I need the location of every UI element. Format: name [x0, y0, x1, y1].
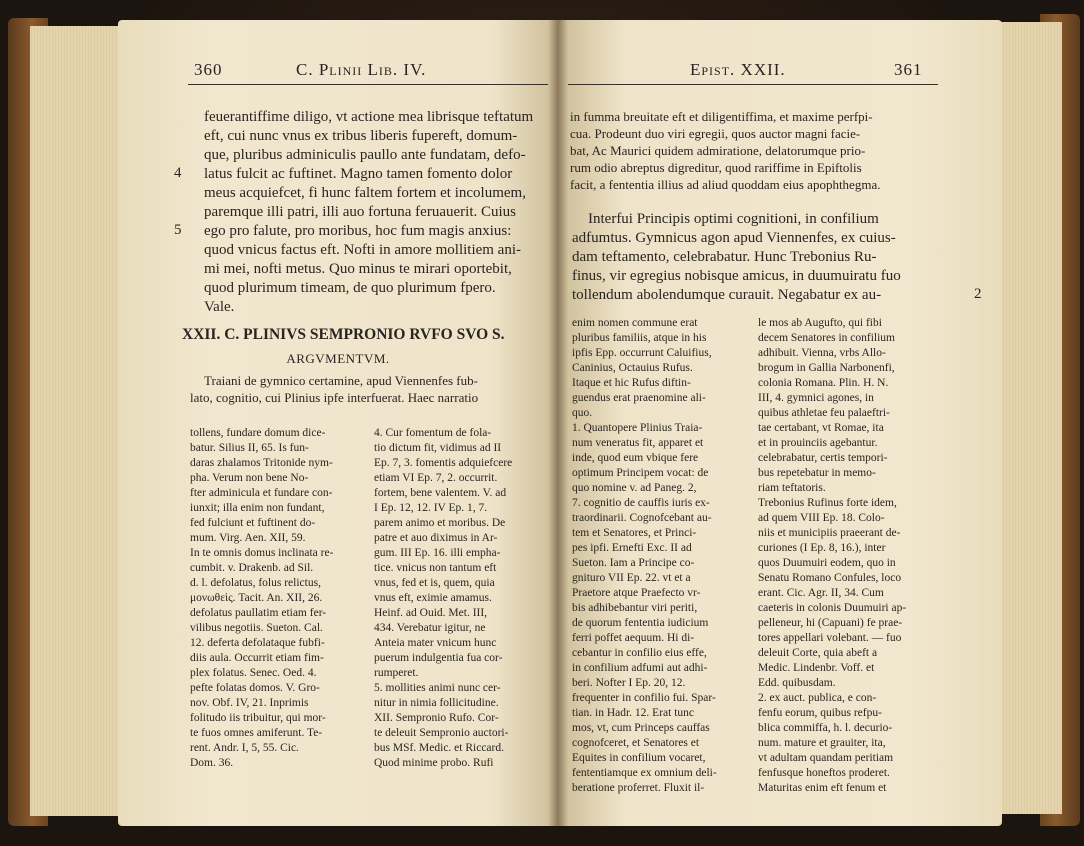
note-line: vnus, fed et is, quem, quia: [374, 577, 495, 589]
letter-heading: XXII. C. PLINIVS SEMPRONIO RVFO SVO S.: [182, 326, 505, 343]
letter-line: quod vnicus factus eft. Nofti in amore mollitiem ani-: [204, 242, 522, 258]
note-line: Caninius, Octauius Rufus.: [572, 362, 693, 374]
letter-line: tollendum abolendumque curauit. Negabatur ex au-: [572, 287, 882, 303]
note-line: tae certabant, vt Romae, ita: [758, 422, 884, 434]
note-line: nitur in nimia follicitudine.: [374, 697, 499, 709]
note-line: d. l. defolatus, folus relictus,: [190, 577, 321, 589]
note-line: bus MSf. Medic. et Riccard.: [374, 742, 504, 754]
argument-heading: ARGVMENTVM.: [286, 351, 390, 366]
note-line: te deleuit Sempronio auctori-: [374, 727, 509, 739]
note-line: Dom. 36.: [190, 757, 234, 769]
margin-number: 4: [174, 165, 182, 181]
note-line: quos Duumuiri eodem, quo in: [758, 557, 896, 569]
letter-line: quod plurimum timeam, de quo plurimum fpero.: [204, 280, 496, 296]
argument-line: in fumma breuitate eft et diligentiffima, et maxime perfpi-: [570, 109, 873, 124]
note-line: parem animo et moribus. De: [374, 517, 506, 529]
note-line: In te omnis domus inclinata re-: [190, 547, 334, 559]
note-line: mum. Virg. Aen. XII, 59.: [190, 532, 306, 544]
note-line: Quod minime probo. Rufi: [374, 757, 494, 769]
note-line: celebrabatur, certis tempori-: [758, 452, 888, 464]
note-line: fortem, bene valentem. V. ad: [374, 487, 507, 499]
letter-line: meus acquiefcet, fi hunc faltem fortem et incolumem,: [204, 185, 526, 201]
note-line: colonia Romana. Plin. H. N.: [758, 377, 889, 389]
note-line: beratione proferret. Fluxit il-: [572, 782, 705, 794]
note-line: mos, vt, cum Princeps cauffas: [572, 722, 710, 734]
letter-line: paremque illi patri, illi auo fortuna feruauerit. Cuius: [204, 204, 516, 220]
note-line: num veneratus fit, apparet et: [572, 437, 704, 449]
left-page-number: 360: [194, 60, 223, 79]
note-line: pha. Verum non bene No-: [190, 472, 309, 484]
right-page: [558, 20, 1002, 826]
note-line: bus repetebatur in memo-: [758, 467, 876, 479]
note-line: daras zhalamos Tritonide nym-: [190, 457, 333, 469]
note-line: Trebonius Rufinus forte idem,: [758, 497, 897, 509]
left-page: [118, 20, 558, 826]
note-line: bis adhibebantur viri periti,: [572, 602, 698, 614]
note-line: guendus erat praenomine ali-: [572, 392, 706, 404]
note-line: 434. Verebatur igitur, ne: [374, 622, 486, 634]
note-line: tem et Senatores, et Princi-: [572, 527, 697, 539]
note-line: 4. Cur fomentum de fola-: [374, 427, 492, 439]
argument-line: facit, a fententia illius ad aliud quoddam eius apophthegma.: [570, 177, 881, 192]
note-line: et in prouinciis agebantur.: [758, 437, 878, 449]
note-line: puerum indulgentia fua cor-: [374, 652, 503, 664]
note-line: gum. III Ep. 16. illi empha-: [374, 547, 501, 559]
argument-line: rum odio abreptus digreditur, quod rariffime in Epiftolis: [570, 160, 862, 175]
note-line: adhibuit. Vienna, vrbs Allo-: [758, 347, 886, 359]
note-line: brogum in Gallia Narbonenfi,: [758, 362, 895, 374]
letter-line: latus fulcit ac fuftinet. Magno tamen fomento dolor: [204, 166, 513, 182]
note-line: Medic. Lindenbr. Voff. et: [758, 662, 875, 674]
letter-line: dam teftamento, celebrabatur. Hunc Trebonius Ru-: [572, 249, 877, 265]
note-line: pes ipfi. Ernefti Exc. II ad: [572, 542, 692, 554]
letter-line: Vale.: [204, 299, 235, 315]
note-line: iunxit; illa enim non fundant,: [190, 502, 325, 514]
note-line: defolatus paullatim etiam fer-: [190, 607, 327, 619]
note-line: quo nomine v. ad Paneg. 2,: [572, 482, 697, 494]
argument-line: cua. Prodeunt duo viri egregii, quos auctor magni facie-: [570, 126, 861, 141]
note-line: erant. Cic. Agr. II, 34. Cum: [758, 587, 884, 599]
page-edges-left: [30, 26, 122, 816]
letter-line: feuerantiffime diligo, vt actione mea librisque teftatum: [204, 109, 534, 125]
argument-line: lato, cognitio, cui Plinius ipfe interfuerat. Haec narratio: [190, 390, 479, 405]
note-line: etiam VI Ep. 7, 2. occurrit.: [374, 472, 498, 484]
note-line: pelleneur, hi (Capuani) fe prae-: [758, 617, 903, 629]
note-line: blica commiffa, h. l. decurio-: [758, 722, 893, 734]
left-head-rule: [188, 84, 548, 85]
note-line: III, 4. gymnici agones, in: [758, 392, 874, 404]
note-line: Ep. 7, 3. fomentis adquiefcere: [374, 457, 513, 469]
note-line: XII. Sempronio Rufo. Cor-: [374, 712, 499, 724]
right-running-head: Epist. XXII.: [690, 60, 786, 79]
note-line: ad quem VIII Ep. 18. Colo-: [758, 512, 885, 524]
letter-line: eft, cui nunc vnus ex tribus liberis fupereft, domum-: [204, 128, 518, 144]
note-line: plex folatus. Senec. Oed. 4.: [190, 667, 317, 679]
book-gutter: [548, 20, 568, 826]
note-line: enim nomen commune erat: [572, 317, 698, 329]
note-line: Senatu Romano Confules, loco: [758, 572, 902, 584]
note-line: Praetore atque Praefecto vr-: [572, 587, 701, 599]
letter-line: finus, vir egregius nobisque amicus, in duumuiratu fuo: [572, 268, 901, 284]
note-line: fenfu eorum, quibus refpu-: [758, 707, 882, 719]
note-line: tio dictum fit, vidimus ad II: [374, 442, 502, 454]
note-line: le mos ab Augufto, qui fibi: [758, 317, 882, 329]
note-line: fter adminicula et fundare con-: [190, 487, 333, 499]
note-line: Maturitas enim eft fenum et: [758, 782, 887, 794]
note-line: tores appellari volebant. — fuo: [758, 632, 902, 644]
note-line: te fuos omnes amiferunt. Te-: [190, 727, 323, 739]
letter-line: ego pro falute, pro moribus, hoc fum magis anxius:: [204, 223, 512, 239]
note-line: num. mature et grauiter, ita,: [758, 737, 886, 749]
note-line: Itaque et hic Rufus diftin-: [572, 377, 691, 389]
note-line: cumbit. v. Drakenb. ad Sil.: [190, 562, 314, 574]
note-line: Sueton. Iam a Principe co-: [572, 557, 695, 569]
note-line: nov. Obf. IV, 21. Inprimis: [190, 697, 309, 709]
note-line: vilibus negotiis. Sueton. Cal.: [190, 622, 323, 634]
note-line: beri. Nofter I Ep. 20, 12.: [572, 677, 686, 689]
note-line: I Ep. 12, 12. IV Ep. 1, 7.: [374, 502, 488, 514]
note-line: vt adultam quandam peritiam: [758, 752, 894, 764]
note-line: 7. cognitio de cauffis iuris ex-: [572, 497, 710, 509]
margin-number: 2: [974, 286, 982, 302]
note-line: batur. Silius II, 65. Is fun-: [190, 442, 309, 454]
margin-number: 5: [174, 222, 182, 238]
note-line: in confilium adfumi aut adhi-: [572, 662, 708, 674]
note-line: quibus athletae feu palaeftri-: [758, 407, 890, 419]
note-line: fed fulciunt et fuftinent do-: [190, 517, 316, 529]
note-line: riam teftatoris.: [758, 482, 826, 494]
note-line: ipfis Epp. occurrunt Caluifius,: [572, 347, 712, 359]
note-line: pluribus familiis, atque in his: [572, 332, 707, 344]
note-line: ferri poffet aequum. Hi di-: [572, 632, 695, 644]
note-line: Anteia mater vnicum hunc: [374, 637, 497, 649]
note-line: vnus eft, eximie amamus.: [374, 592, 492, 604]
letter-line: adfumtus. Gymnicus agon apud Viennenfes, ex cuius-: [572, 230, 896, 246]
note-line: decem Senatores in confilium: [758, 332, 896, 344]
note-line: tice. vnicus non tantum eft: [374, 562, 497, 574]
note-line: quo.: [572, 407, 593, 419]
note-line: de quorum fententia iudicium: [572, 617, 709, 629]
note-line: tian. in Hadr. 12. Erat tunc: [572, 707, 694, 719]
argument-line: Traiani de gymnico certamine, apud Viennenfes fub-: [204, 373, 478, 388]
note-line: rent. Andr. I, 5, 55. Cic.: [190, 742, 299, 754]
note-line: Heinf. ad Ouid. Met. III,: [374, 607, 488, 619]
note-line: Edd. quibusdam.: [758, 677, 836, 689]
note-line: diis aula. Occurrit etiam fim-: [190, 652, 324, 664]
note-line: rumperet.: [374, 667, 419, 679]
note-line: curiones (I Ep. 8, 16.), inter: [758, 542, 886, 554]
note-line: folitudo iis tribuitur, qui mor-: [190, 712, 326, 724]
left-running-head: C. Plinii Lib. IV.: [296, 60, 427, 79]
note-line: Equites in confilium vocaret,: [572, 752, 706, 764]
note-line: patre et auo diximus in Ar-: [374, 532, 498, 544]
note-line: pefte folatas domos. V. Gro-: [190, 682, 320, 694]
note-line: frequenter in confilio fui. Spar-: [572, 692, 716, 704]
note-line: niis et municipiis praeerant de-: [758, 527, 901, 539]
right-page-number: 361: [894, 60, 923, 79]
note-line: fenfusque honeftos proderet.: [758, 767, 890, 779]
note-line: μονωθεὶς. Tacit. An. XII, 26.: [190, 592, 323, 604]
note-line: cognofceret, et Senatores et: [572, 737, 700, 749]
argument-line: bat, Ac Maurici quidem admiratione, delatorumque prio-: [570, 143, 866, 158]
note-line: caeteris in colonis Duumuiri ap-: [758, 602, 907, 614]
note-line: optimum Principem vocat: de: [572, 467, 709, 479]
note-line: fententiamque ex omnium deli-: [572, 767, 717, 779]
note-line: 5. mollities animi nunc cer-: [374, 682, 501, 694]
note-line: cebantur in confilio eius effe,: [572, 647, 707, 659]
note-line: 12. deferta defolataque fubfi-: [190, 637, 325, 649]
right-head-rule: [568, 84, 938, 85]
letter-line: Interfui Principis optimi cognitioni, in confilium: [588, 211, 879, 227]
letter-line: mi mei, nofti metus. Quo minus te mirari oportebit,: [204, 261, 512, 277]
note-line: gnituro VII Ep. 22. vt et a: [572, 572, 691, 584]
note-line: traordinarii. Cognofcebant au-: [572, 512, 712, 524]
note-line: inde, quod eum vbique fere: [572, 452, 699, 464]
note-line: 1. Quantopere Plinius Traia-: [572, 422, 703, 434]
note-line: 2. ex auct. publica, e con-: [758, 692, 877, 704]
note-line: tollens, fundare domum dice-: [190, 427, 326, 439]
letter-line: que, pluribus adminiculis paullo ante fundatam, defo-: [204, 147, 526, 163]
note-line: deleuit Corte, quia abeft a: [758, 647, 878, 659]
